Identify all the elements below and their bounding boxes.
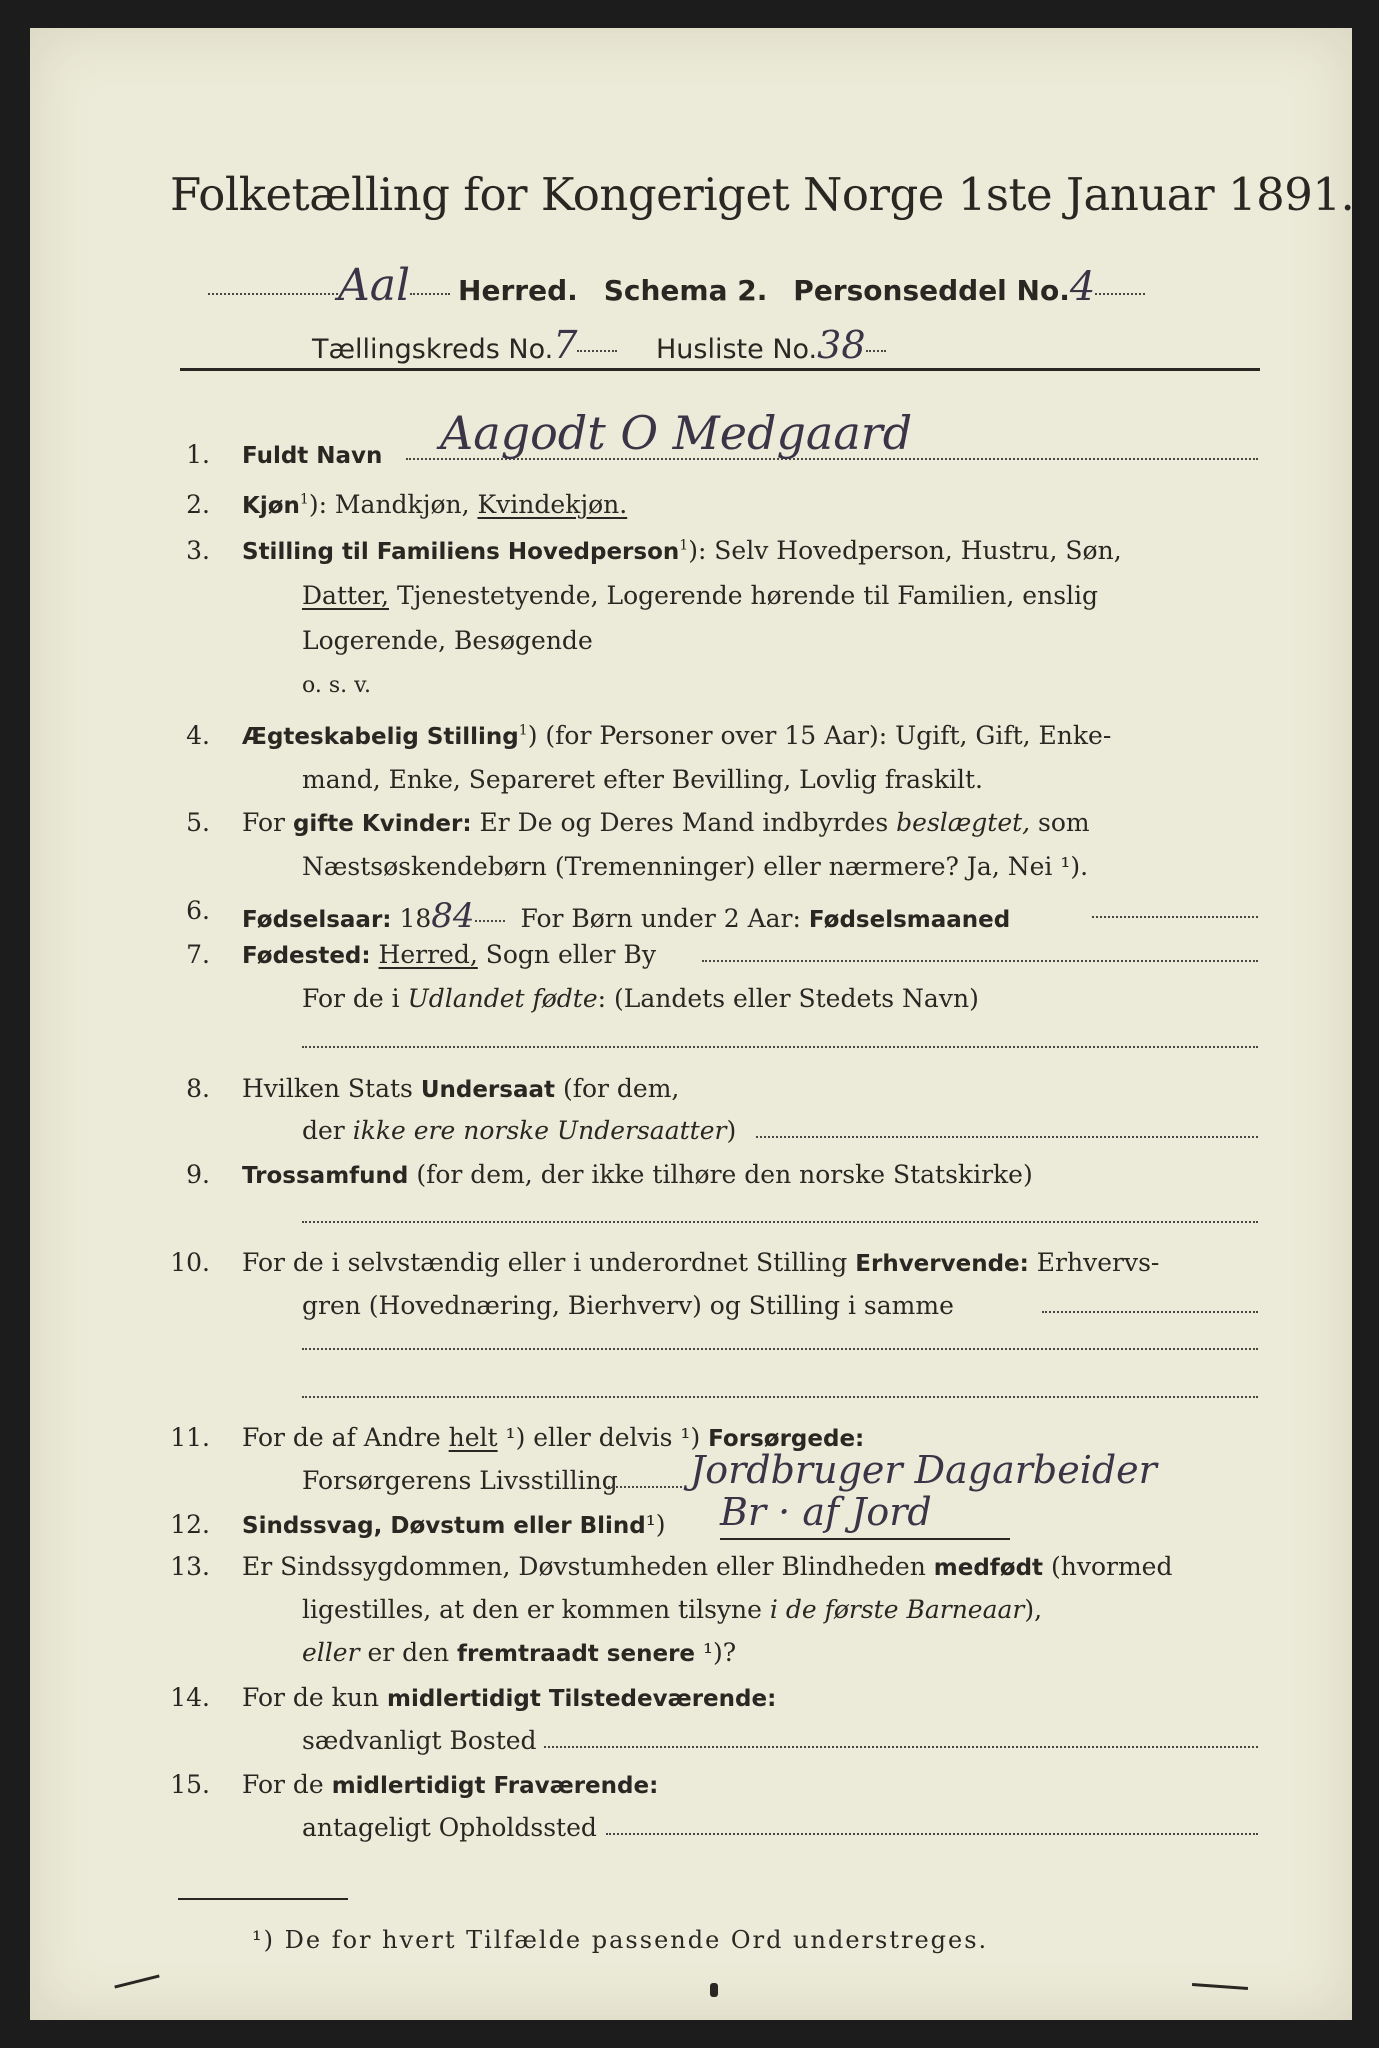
header-rule — [180, 368, 1260, 371]
item-13-label2: fremtraadt senere — [457, 1641, 696, 1667]
item-2-underlined: Kvindekjøn. — [477, 490, 628, 519]
personseddel-value: 4 — [1069, 264, 1096, 310]
item-13-line2 — [302, 1595, 1042, 1624]
item-8-line1-a: Hvilken Stats — [242, 1074, 421, 1103]
item-9-number: 9. — [186, 1160, 210, 1189]
item-3-sup: 1 — [679, 537, 689, 554]
item-15-number: 15. — [170, 1770, 210, 1799]
item-13-line2-italic: i de første Barneaar — [769, 1595, 1025, 1624]
item-14-label: midlertidigt Tilstedeværende: — [386, 1686, 777, 1712]
ink-mark-right — [1192, 1983, 1248, 1990]
husliste-value: 38 — [817, 323, 866, 367]
item-8-line2-a: der — [302, 1116, 353, 1145]
item-12-line — [242, 1510, 666, 1539]
item-14-number: 14. — [170, 1683, 210, 1712]
item-11-line2: Forsørgerens Livsstilling — [302, 1466, 618, 1495]
item-11-dotline — [608, 1486, 682, 1488]
item-7-line2-italic: Udlandet fødte — [407, 984, 598, 1013]
census-form-sheet — [30, 28, 1355, 2020]
item-14-line1 — [242, 1683, 776, 1712]
item-13-line1-a: Er Sindssygdommen, Døvstumheden eller Blindheden — [242, 1552, 934, 1581]
item-2-text — [242, 490, 627, 519]
item-10-label: Erhvervende: — [855, 1251, 1029, 1277]
item-3-line3: Logerende, Besøgende — [302, 626, 593, 655]
item-4-line1-rest: ) (for Personer over 15 Aar): Ugift, Gift, Enke- — [527, 721, 1112, 750]
item-15-label: midlertidigt Fraværende: — [331, 1773, 659, 1799]
form-title: Folketælling for Kongeriget Norge 1ste Januar 1891. — [170, 168, 1355, 221]
item-8-line2 — [302, 1116, 736, 1145]
item-3-underlined: Datter, — [302, 581, 389, 610]
item-3-line1 — [242, 536, 1122, 565]
item-5-number: 5. — [186, 808, 210, 837]
personseddel-label: Personseddel No. — [793, 274, 1070, 307]
item-15-dotline — [606, 1833, 1258, 1835]
item-3-line2-rest: Tjenestetyende, Logerende hørende til Familien, enslig — [389, 581, 1099, 610]
footnote-rule — [178, 1898, 348, 1900]
item-10-line1 — [242, 1248, 1159, 1277]
husliste-dots — [866, 350, 886, 352]
item-8-dotline — [756, 1136, 1258, 1138]
item-8-label: Undersaat — [420, 1077, 555, 1103]
item-13-line1 — [242, 1552, 1172, 1581]
item-3-number: 3. — [186, 536, 210, 565]
item-6-mid: For Børn under 2 Aar: — [520, 904, 809, 933]
item-5-pre: For — [242, 808, 293, 837]
footnote: ¹) De for hvert Tilfælde passende Ord understreges. — [252, 1926, 989, 1954]
item-9-line — [242, 1160, 1033, 1189]
item-14-dotline — [544, 1746, 1258, 1748]
item-11-line1-b: ¹) eller delvis ¹) — [497, 1423, 709, 1452]
item-14-line1-a: For de kun — [242, 1683, 387, 1712]
item-7-line2 — [302, 984, 979, 1013]
item-7-line2-a: For de i — [302, 984, 408, 1013]
taellingskreds-dots — [577, 350, 617, 352]
item-11-number: 11. — [170, 1423, 210, 1452]
item-3-line1-rest: ): Selv Hovedperson, Hustru, Søn, — [688, 536, 1122, 565]
item-5-italic: beslægtet, — [896, 808, 1031, 837]
item-11-underlined: helt — [448, 1423, 498, 1452]
ink-mark-left — [114, 1974, 159, 1988]
item-13-line2-b: ), — [1024, 1595, 1043, 1624]
item-6-dotline — [1092, 916, 1258, 918]
item-10-number: 10. — [170, 1248, 210, 1277]
item-5-label: gifte Kvinder: — [292, 811, 472, 837]
taellingskreds-label: Tællingskreds No. — [312, 334, 554, 365]
item-13-line3-italic: eller — [302, 1638, 360, 1667]
item-5-line1 — [242, 808, 1090, 837]
item-2-number: 2. — [186, 490, 210, 519]
item-5-line1-rest: Er De og Deres Mand indbyrdes — [471, 808, 897, 837]
item-13-line1-b: (hvormed — [1043, 1552, 1173, 1581]
item-10-dotline-2 — [302, 1348, 1258, 1350]
item-13-label: medfødt — [933, 1555, 1044, 1581]
item-7-dotline-2 — [302, 1046, 1258, 1048]
item-2-label: Kjøn — [242, 493, 300, 519]
item-4-sup: 1 — [518, 722, 528, 739]
item-6-prefix: 18 — [399, 904, 432, 933]
item-13-line3-a: er den — [359, 1638, 458, 1667]
item-7-number: 7. — [186, 940, 210, 969]
item-4-line2: mand, Enke, Separeret efter Bevilling, Lovlig fraskilt. — [302, 765, 983, 794]
item-10-line1-a: For de i selvstændig eller i underordnet Stilling — [242, 1248, 856, 1277]
item-6-line — [242, 896, 1010, 936]
item-1-label: Fuldt Navn — [242, 443, 383, 469]
item-15-line2: antageligt Opholdssted — [302, 1813, 597, 1842]
item-7-dotline — [702, 960, 1258, 962]
item-12-label: Sindssvag, Døvstum eller Blind — [242, 1513, 646, 1539]
item-4-number: 4. — [186, 721, 210, 750]
item-14-line2: sædvanligt Bosted — [302, 1726, 537, 1755]
taellingskreds-line — [312, 323, 886, 367]
personseddel-dots — [1095, 293, 1145, 295]
item-7-underlined: Herred, — [378, 940, 478, 969]
item-11-label: Forsørgede: — [708, 1426, 865, 1452]
schema-label: Schema 2. — [603, 274, 768, 307]
item-10-line2: gren (Hovednæring, Bierhverv) og Stilling i samme — [302, 1291, 954, 1320]
item-2-rest: ): Mandkjøn, — [308, 490, 478, 519]
item-5-line2: Næstsøskendebørn (Tremenninger) eller nærmere? Ja, Nei ¹). — [302, 852, 1089, 881]
item-7-rest: Sogn eller By — [477, 940, 656, 969]
item-13-line3 — [302, 1638, 736, 1667]
item-12-sup: ¹) — [645, 1510, 666, 1539]
item-13-line2-a: ligestilles, at den er kommen tilsyne — [302, 1595, 770, 1624]
item-12-value: Br · af Jord — [720, 1490, 932, 1534]
item-9-label: Trossamfund — [242, 1163, 409, 1189]
item-12-underline — [720, 1538, 1010, 1540]
item-6-label2: Fødselsmaaned — [808, 907, 1011, 933]
item-8-line2-b: ) — [726, 1116, 737, 1145]
item-11-value: Jordbruger Dagarbeider — [690, 1448, 1157, 1492]
herred-dots-2 — [410, 293, 450, 295]
item-6-label: Fødselsaar: — [242, 907, 392, 933]
item-7-label: Fødested: — [242, 943, 371, 969]
item-10-line1-b: Erhvervs- — [1028, 1248, 1160, 1277]
husliste-label: Husliste No. — [655, 334, 818, 365]
ink-mark-center — [710, 1983, 718, 1997]
item-11-line1-a: For de af Andre — [242, 1423, 449, 1452]
item-12-number: 12. — [170, 1510, 210, 1539]
herred-value: Aal — [338, 260, 411, 311]
item-9-rest: (for dem, der ikke tilhøre den norske Statskirke) — [408, 1160, 1033, 1189]
herred-line — [208, 260, 1145, 311]
item-2-sup: 1 — [299, 491, 309, 508]
item-13-number: 13. — [170, 1552, 210, 1581]
item-8-line1 — [242, 1074, 679, 1103]
item-7-line1 — [242, 940, 656, 969]
item-6-dots — [475, 920, 505, 922]
herred-dots — [208, 293, 338, 295]
item-15-line1-a: For de — [242, 1770, 332, 1799]
item-10-dotline — [1042, 1311, 1258, 1313]
herred-label: Herred. — [458, 274, 578, 307]
item-1-value: Aagodt O Medgaard — [440, 406, 913, 460]
item-8-line2-italic: ikke ere norske Undersaatter — [352, 1116, 727, 1145]
item-3-label: Stilling til Familiens Hovedperson — [242, 539, 680, 565]
item-8-line1-b: (for dem, — [555, 1074, 680, 1103]
item-3-line2 — [302, 581, 1098, 610]
item-4-line1 — [242, 721, 1111, 750]
item-1-number: 1. — [186, 440, 210, 469]
item-1-text — [242, 440, 382, 469]
item-4-label: Ægteskabelig Stilling — [242, 724, 519, 750]
item-6-number: 6. — [186, 896, 210, 925]
item-5-tail: som — [1030, 808, 1090, 837]
taellingskreds-value: 7 — [553, 323, 578, 367]
item-9-dotline — [302, 1221, 1258, 1223]
item-15-line1 — [242, 1770, 658, 1799]
item-10-dotline-3 — [302, 1396, 1258, 1398]
item-8-number: 8. — [186, 1074, 210, 1103]
item-7-line2-b: : (Landets eller Stedets Navn) — [597, 984, 979, 1013]
item-6-value: 84 — [431, 896, 475, 936]
item-3-line4: o. s. v. — [302, 673, 371, 698]
item-13-line3-b: ¹)? — [695, 1638, 737, 1667]
